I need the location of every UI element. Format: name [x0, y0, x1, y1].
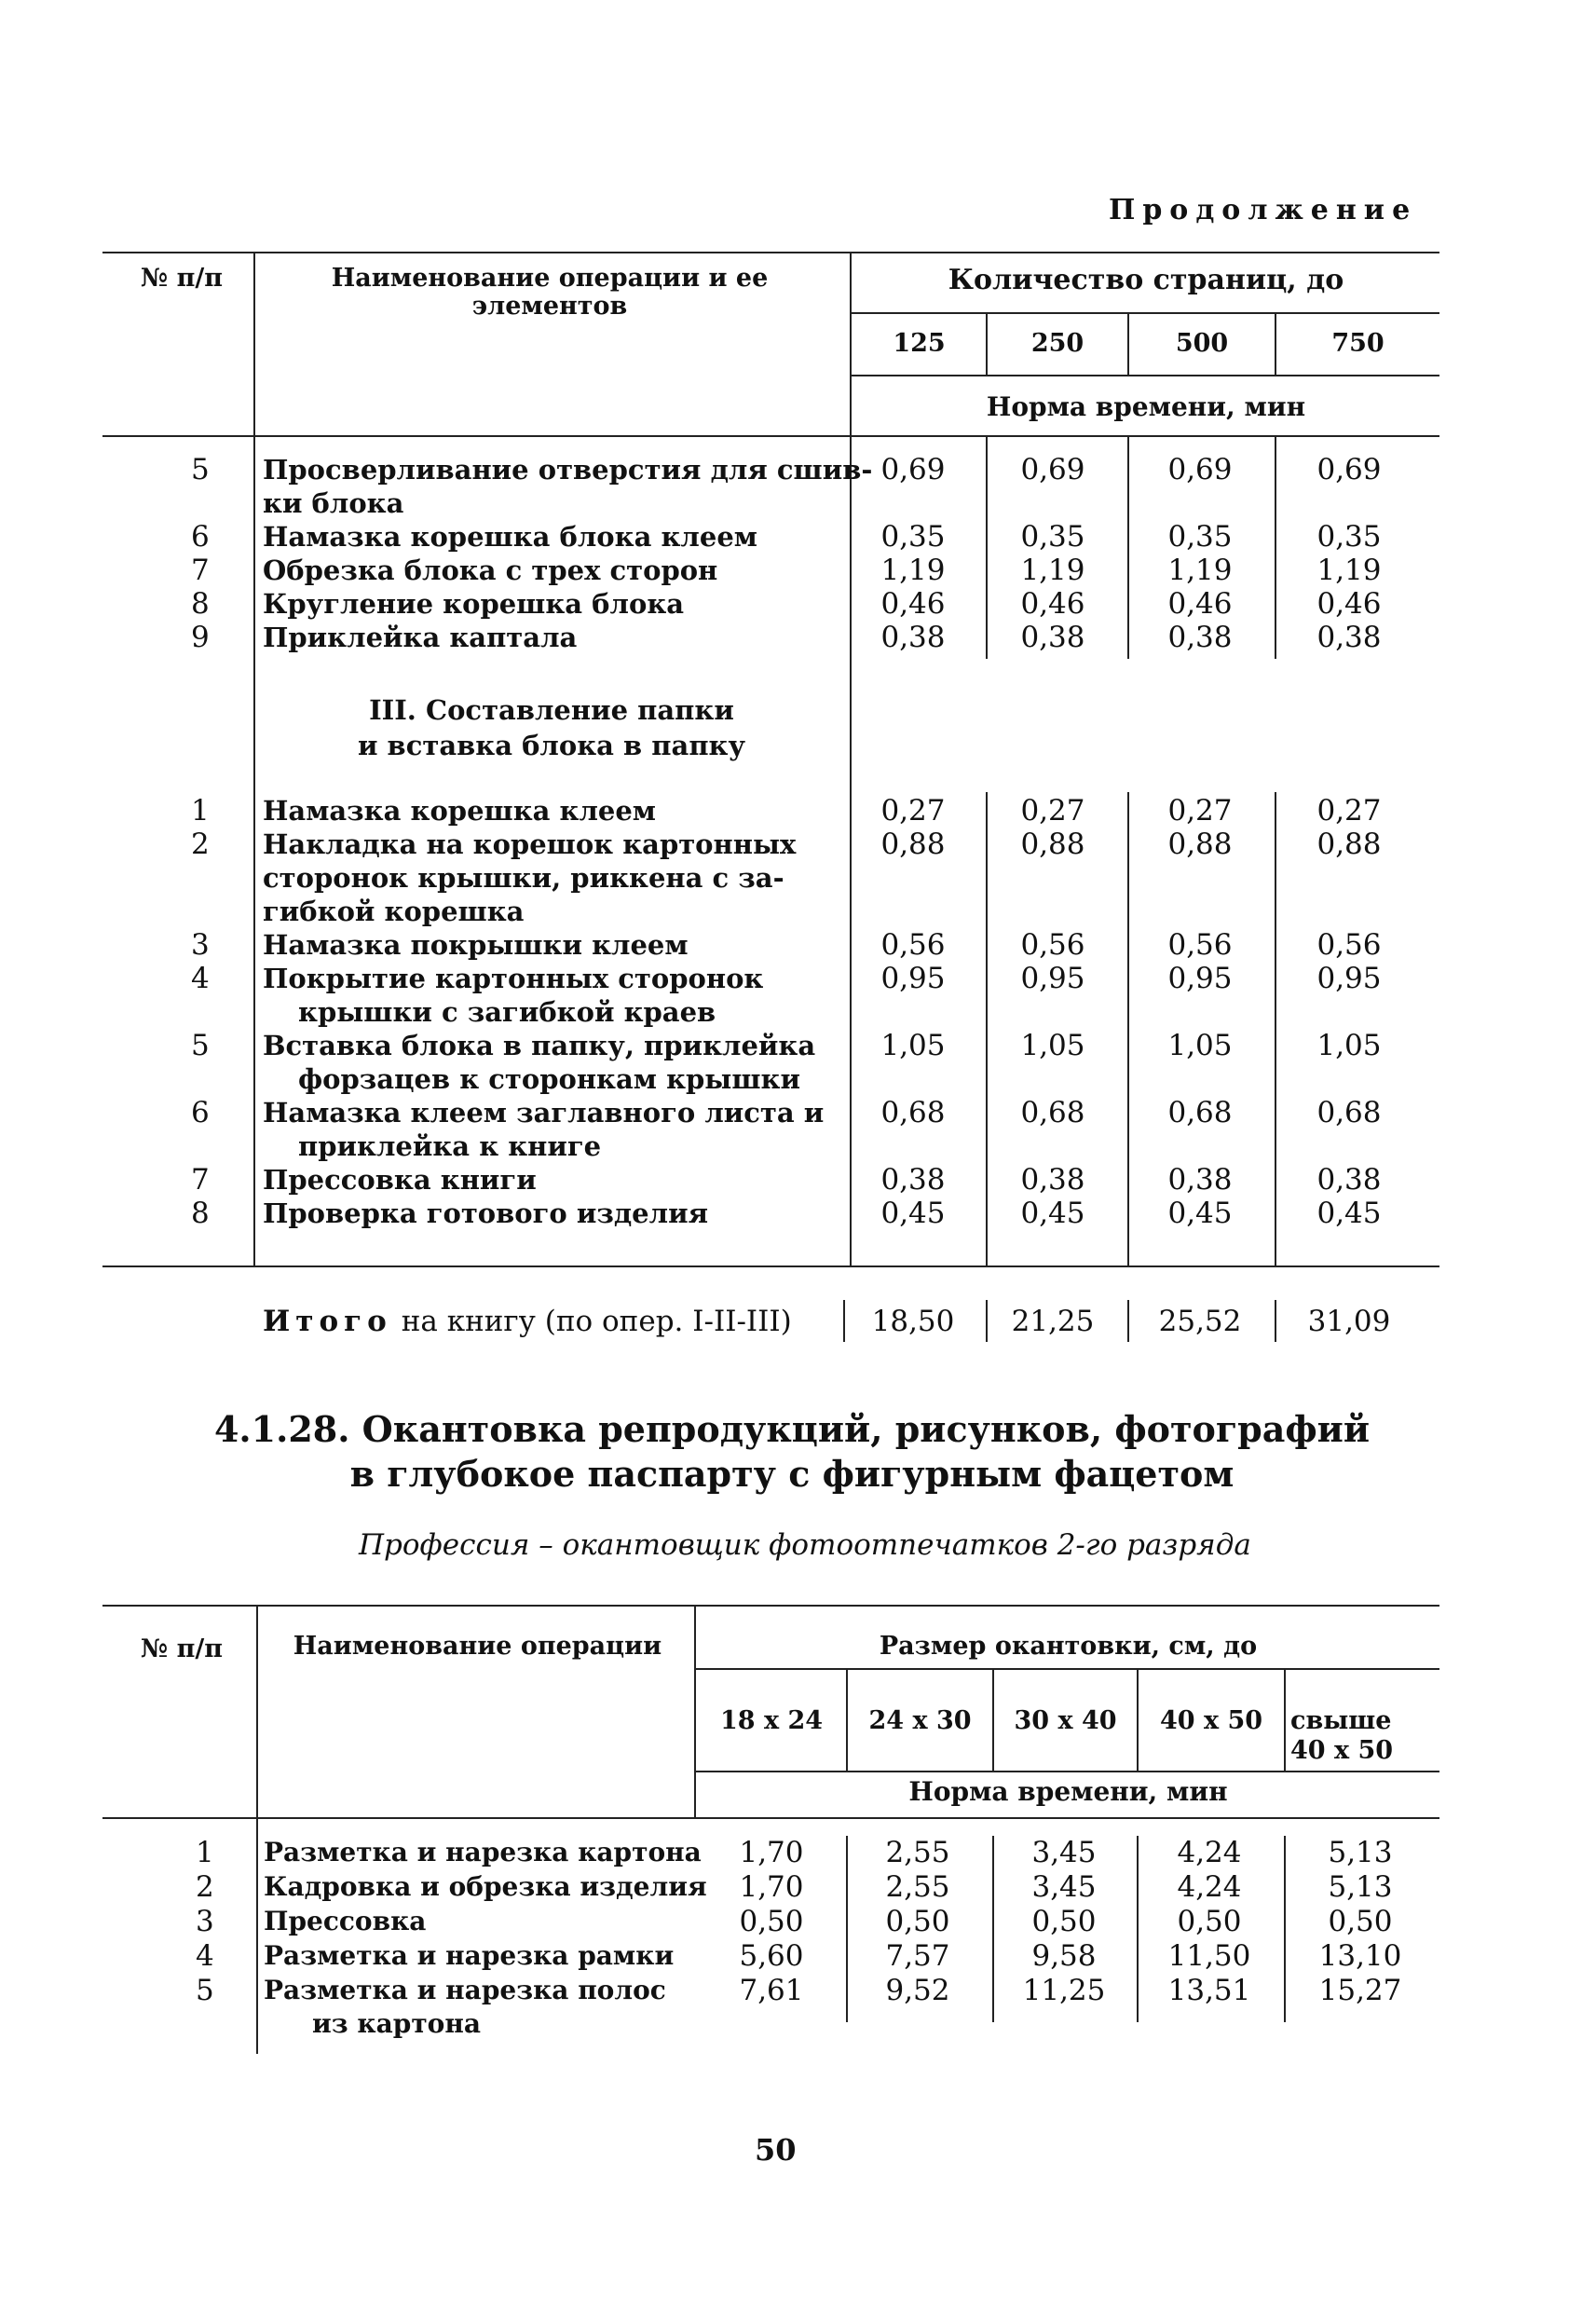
value-cell: 0,38 — [1167, 1163, 1233, 1197]
header-operation: Наименование операции — [293, 1632, 662, 1661]
rule — [850, 312, 1439, 314]
value-cell: 0,35 — [1020, 520, 1085, 554]
value-cell: 15,27 — [1318, 1974, 1402, 2007]
rule — [850, 375, 1439, 376]
section-heading: и вставка блока в папку — [357, 730, 746, 761]
total-row-label — [263, 1305, 792, 1338]
col-header: 24 x 30 — [868, 1706, 972, 1735]
value-cell: 0,38 — [1316, 621, 1382, 654]
operation-name: Разметка и нарезка полос — [264, 1975, 666, 2005]
row-number: 4 — [191, 962, 210, 995]
value-cell: 0,38 — [1020, 1163, 1085, 1197]
rule — [846, 1836, 848, 2022]
value-cell: 0,88 — [1316, 828, 1382, 861]
value-cell: 11,25 — [1022, 1974, 1106, 2007]
row-number: 6 — [191, 1096, 210, 1129]
value-cell: 0,35 — [1316, 520, 1382, 554]
value-cell: 0,69 — [1167, 453, 1233, 486]
operation-name: Обрезка блока с трех сторон — [263, 554, 718, 586]
value-cell: 1,70 — [739, 1870, 804, 1904]
page-number: 50 — [755, 2132, 797, 2168]
value-cell: 0,27 — [1316, 794, 1382, 828]
row-number: 2 — [191, 828, 210, 861]
operation-name: Намазка покрышки клеем — [263, 929, 689, 961]
value-cell: 0,56 — [1167, 928, 1233, 962]
value-cell: 2,55 — [885, 1836, 950, 1869]
value-cell: 0,46 — [1316, 587, 1382, 621]
operation-name: крышки с загибкой краев — [298, 996, 716, 1028]
operation-name: Покрытие картонных сторонок — [263, 963, 764, 994]
operation-name: Просверливание отверстия для сшив- — [263, 454, 873, 486]
value-cell: 0,95 — [880, 962, 946, 995]
value-cell: 0,68 — [1020, 1096, 1085, 1129]
rule — [992, 1836, 994, 2022]
rule — [102, 1817, 1439, 1819]
operation-name: Проверка готового изделия — [263, 1197, 709, 1229]
value-cell: 13,51 — [1167, 1974, 1251, 2007]
rule — [1127, 1300, 1129, 1342]
rule — [1284, 1668, 1286, 1771]
value-cell: 0,69 — [1020, 453, 1085, 486]
col-header: 250 — [1030, 329, 1084, 358]
operation-name: гибкой корешка — [263, 896, 525, 927]
value-cell: 0,38 — [1167, 621, 1233, 654]
value-cell: 9,52 — [885, 1974, 950, 2007]
row-number: 8 — [191, 1197, 210, 1230]
value-cell: 5,60 — [739, 1939, 804, 1973]
value-cell: 0,88 — [880, 828, 946, 861]
rule — [986, 792, 988, 1265]
value-cell: 0,68 — [1167, 1096, 1233, 1129]
value-cell: 0,27 — [1167, 794, 1233, 828]
operation-name: Накладка на корешок картонных — [263, 828, 797, 860]
continuation-label: Продолжение — [1109, 194, 1418, 226]
value-cell: 0,88 — [1167, 828, 1233, 861]
value-cell: 0,46 — [1020, 587, 1085, 621]
rule — [1137, 1836, 1139, 2022]
operation-name: Намазка корешка блока клеем — [263, 521, 757, 553]
value-cell: 5,13 — [1328, 1836, 1393, 1869]
header-size: Размер окантовки, см, до — [879, 1632, 1258, 1661]
operation-name: ки блока — [263, 487, 404, 519]
value-cell: 1,05 — [880, 1029, 946, 1062]
value-cell: 1,05 — [1020, 1029, 1085, 1062]
value-cell: 0,46 — [880, 587, 946, 621]
operation-name: Приклейка каптала — [263, 622, 578, 653]
value-cell: 0,69 — [880, 453, 946, 486]
rule — [1284, 1836, 1286, 2022]
value-cell: 0,38 — [880, 621, 946, 654]
rule — [843, 1300, 845, 1342]
col-header: свыше — [1290, 1706, 1392, 1735]
row-number: 4 — [196, 1939, 214, 1973]
section-heading: III. Составление папки — [369, 694, 734, 726]
value-cell: 0,56 — [880, 928, 946, 962]
value-cell: 1,05 — [1167, 1029, 1233, 1062]
row-number: 5 — [196, 1974, 214, 2007]
row-number: 7 — [191, 1163, 210, 1197]
operation-name: Намазка клеем заглавного листа и — [263, 1097, 825, 1129]
rule — [102, 435, 1439, 437]
value-cell: 9,58 — [1031, 1939, 1097, 1973]
rule — [253, 252, 255, 1267]
value-cell: 7,61 — [739, 1974, 804, 2007]
value-cell: 0,50 — [885, 1905, 950, 1938]
value-cell: 3,45 — [1031, 1836, 1097, 1869]
value-cell: 1,19 — [880, 554, 946, 587]
operation-name: Прессовка книги — [263, 1164, 537, 1196]
value-cell: 0,56 — [1020, 928, 1085, 962]
row-number: 6 — [191, 520, 210, 554]
value-cell: 3,45 — [1031, 1870, 1097, 1904]
row-number: 5 — [191, 1029, 210, 1062]
value-cell: 0,35 — [880, 520, 946, 554]
operation-name: из картона — [312, 2008, 481, 2039]
value-cell: 0,88 — [1020, 828, 1085, 861]
row-number: 8 — [191, 587, 210, 621]
value-cell: 0,38 — [880, 1163, 946, 1197]
col-header: 30 x 40 — [1014, 1706, 1117, 1735]
operation-name: Кругление корешка блока — [263, 588, 685, 620]
rule — [102, 1265, 1439, 1267]
value-cell: 0,50 — [739, 1905, 804, 1938]
rule — [1275, 1300, 1276, 1342]
header-norm: Норма времени, мин — [986, 391, 1306, 422]
operation-name: Разметка и нарезка картона — [264, 1837, 702, 1867]
rule — [850, 252, 852, 1267]
value-cell: 1,19 — [1167, 554, 1233, 587]
rule — [1275, 435, 1276, 659]
col-header: 500 — [1175, 329, 1229, 358]
total-word: Итого — [263, 1305, 392, 1338]
rule — [1127, 792, 1129, 1265]
rule — [1127, 435, 1129, 659]
header-pages: Количество страниц, до — [948, 264, 1344, 296]
section-title: 4.1.28. Окантовка репродукций, рисунков, фотографий — [213, 1408, 1371, 1450]
operation-name: Вставка блока в папку, приклейка — [263, 1030, 816, 1061]
operation-name: Разметка и нарезка рамки — [264, 1940, 675, 1971]
value-cell: 0,45 — [1316, 1197, 1382, 1230]
section-title: в глубокое паспарту с фигурным фацетом — [349, 1453, 1235, 1495]
col-header: 125 — [893, 329, 946, 358]
row-number: 3 — [191, 928, 210, 962]
value-cell: 13,10 — [1318, 1939, 1402, 1973]
value-cell: 0,35 — [1167, 520, 1233, 554]
value-cell: 1,19 — [1316, 554, 1382, 587]
row-number: 9 — [191, 621, 210, 654]
row-number: 2 — [196, 1870, 214, 1904]
total-value: 25,52 — [1158, 1305, 1242, 1338]
value-cell: 0,95 — [1020, 962, 1085, 995]
value-cell: 0,50 — [1328, 1905, 1393, 1938]
value-cell: 0,27 — [1020, 794, 1085, 828]
row-number: 5 — [191, 453, 210, 486]
col-header: 40 x 50 — [1159, 1706, 1263, 1735]
value-cell: 0,46 — [1167, 587, 1233, 621]
value-cell: 0,68 — [880, 1096, 946, 1129]
value-cell: 0,38 — [1020, 621, 1085, 654]
rule — [986, 1300, 988, 1342]
value-cell: 0,45 — [1020, 1197, 1085, 1230]
operation-name: Намазка корешка клеем — [263, 795, 657, 827]
col-header: 40 x 50 — [1290, 1736, 1394, 1765]
row-number: 1 — [191, 794, 210, 828]
value-cell: 7,57 — [885, 1939, 950, 1973]
value-cell: 1,05 — [1316, 1029, 1382, 1062]
col-header: 18 x 24 — [719, 1706, 824, 1735]
total-value: 21,25 — [1011, 1305, 1095, 1338]
value-cell: 2,55 — [885, 1870, 950, 1904]
value-cell: 0,38 — [1316, 1163, 1382, 1197]
header-operation: Наименование операции и ее элементов — [331, 264, 769, 321]
total-rest: на книгу (по опер. I-II-III) — [401, 1305, 792, 1338]
value-cell: 5,13 — [1328, 1870, 1393, 1904]
operation-name: Кадровка и обрезка изделия — [264, 1871, 707, 1902]
col-header: 750 — [1331, 329, 1385, 358]
value-cell: 0,68 — [1316, 1096, 1382, 1129]
header-num: № п/п — [140, 264, 224, 293]
row-number: 7 — [191, 554, 210, 587]
operation-name: форзацев к сторонкам крышки — [298, 1063, 800, 1095]
rule — [986, 435, 988, 659]
value-cell: 4,24 — [1177, 1870, 1242, 1904]
rule — [102, 252, 1439, 253]
value-cell: 11,50 — [1167, 1939, 1251, 1973]
header-num: № п/п — [140, 1635, 224, 1663]
rule — [694, 1771, 1439, 1772]
value-cell: 0,95 — [1167, 962, 1233, 995]
profession-line: Профессия – окантовщик фотоотпечатков 2-го разряда — [359, 1528, 1251, 1562]
value-cell: 0,50 — [1031, 1905, 1097, 1938]
row-number: 1 — [196, 1836, 214, 1869]
value-cell: 0,69 — [1316, 453, 1382, 486]
value-cell: 0,45 — [880, 1197, 946, 1230]
value-cell: 1,19 — [1020, 554, 1085, 587]
operation-name: Прессовка — [264, 1906, 427, 1936]
operation-name: приклейка к книге — [298, 1130, 602, 1162]
value-cell: 0,95 — [1316, 962, 1382, 995]
operation-name: сторонок крышки, риккена с за- — [263, 862, 784, 894]
rule — [1275, 792, 1276, 1265]
value-cell: 1,70 — [739, 1836, 804, 1869]
row-number: 3 — [196, 1905, 214, 1938]
rule — [694, 1668, 1439, 1670]
value-cell: 0,27 — [880, 794, 946, 828]
header-norm: Норма времени, мин — [908, 1776, 1228, 1807]
value-cell: 0,50 — [1177, 1905, 1242, 1938]
total-value: 31,09 — [1307, 1305, 1391, 1338]
rule — [256, 1605, 258, 2054]
value-cell: 0,56 — [1316, 928, 1382, 962]
rule — [102, 1605, 1439, 1607]
total-value: 18,50 — [871, 1305, 955, 1338]
rule — [694, 1605, 696, 1817]
value-cell: 0,45 — [1167, 1197, 1233, 1230]
value-cell: 4,24 — [1177, 1836, 1242, 1869]
